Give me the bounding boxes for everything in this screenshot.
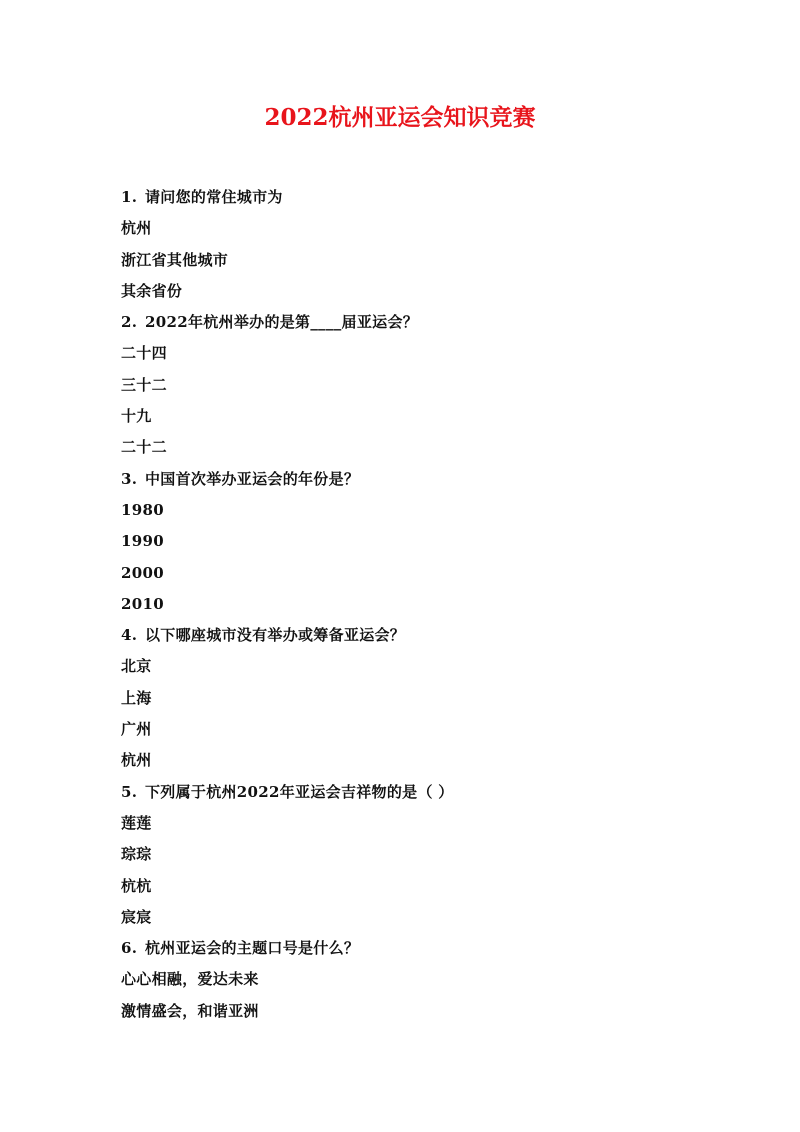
- option-list: [121, 808, 741, 933]
- option-item: 莲莲: [121, 813, 152, 832]
- option-item: 杭杭: [121, 876, 152, 895]
- question-number: 1.: [121, 188, 138, 206]
- option-item: 2010: [121, 594, 164, 613]
- question-text: [121, 307, 741, 338]
- question-label: 请问您的常住城市为: [145, 188, 283, 206]
- question-text: [121, 933, 741, 964]
- option-item: 1980: [121, 500, 164, 519]
- question-text: [121, 464, 741, 495]
- option-item: 琮琮: [121, 845, 152, 864]
- question-3: [121, 464, 741, 620]
- quiz-body: [121, 182, 741, 1027]
- option-item: 其余省份: [121, 281, 183, 300]
- option-list: [121, 495, 741, 620]
- question-5: [121, 777, 741, 933]
- question-6: [121, 933, 741, 1027]
- question-label: 中国首次举办亚运会的年份是？: [145, 469, 360, 488]
- option-list: [121, 964, 741, 1027]
- option-list: [121, 651, 741, 776]
- question-label: 2022年杭州举办的是第____届亚运会？: [145, 313, 419, 332]
- option-item: 心心相融，爱达未来: [121, 970, 259, 989]
- question-number: 2.: [121, 313, 138, 332]
- question-text: [121, 182, 741, 213]
- question-label: 下列属于杭州2022年亚运会吉祥物的是（ ）: [145, 782, 454, 801]
- option-list: [121, 338, 741, 463]
- option-item: 三十二: [121, 375, 167, 394]
- option-item: 杭州: [121, 219, 152, 238]
- question-4: [121, 620, 741, 776]
- option-item: 浙江省其他城市: [121, 250, 229, 269]
- option-item: 激情盛会，和谐亚洲: [121, 1001, 259, 1020]
- question-number: 6.: [121, 939, 138, 958]
- option-item: 宸宸: [121, 907, 152, 926]
- document-title: 2022杭州亚运会知识竞赛: [264, 104, 536, 131]
- question-1: [121, 182, 741, 307]
- option-item: 2000: [121, 563, 164, 582]
- option-item: 二十四: [121, 344, 167, 363]
- question-number: 5.: [121, 782, 138, 801]
- option-item: 1990: [121, 532, 164, 551]
- option-item: 二十二: [121, 438, 167, 457]
- question-text: [121, 620, 741, 651]
- question-label: 以下哪座城市没有举办或筹备亚运会？: [145, 626, 406, 645]
- option-item: 北京: [121, 657, 152, 676]
- question-number: 4.: [121, 626, 138, 645]
- option-item: 杭州: [121, 751, 152, 770]
- question-label: 杭州亚运会的主题口号是什么？: [145, 939, 360, 958]
- option-item: 十九: [121, 407, 152, 426]
- question-2: [121, 307, 741, 463]
- option-list: [121, 213, 741, 307]
- question-number: 3.: [121, 469, 138, 488]
- option-item: 上海: [121, 688, 152, 707]
- question-text: [121, 777, 741, 808]
- option-item: 广州: [121, 720, 152, 739]
